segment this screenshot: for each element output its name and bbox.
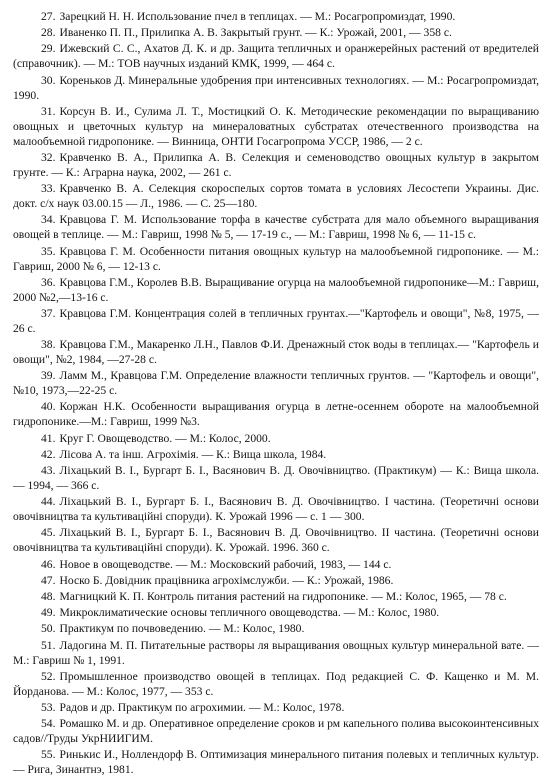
reference-item bbox=[13, 638, 539, 668]
reference-item bbox=[13, 447, 539, 462]
reference-list bbox=[13, 9, 539, 777]
reference-item bbox=[13, 73, 539, 103]
reference-item bbox=[13, 41, 539, 71]
reference-item bbox=[13, 399, 539, 429]
reference-item bbox=[13, 747, 539, 777]
reference-item bbox=[13, 589, 539, 604]
reference-item bbox=[13, 573, 539, 588]
reference-number: 54. bbox=[41, 717, 56, 731]
reference-text: Кравцова Г.М., Макаренко Л.Н., Павлов Ф.И. Дренажный сток воды в теплицах.— "Картофель и овощи", №2, 1984, —27-28 с. bbox=[13, 338, 539, 367]
reference-text: Практикум по почвоведению. — М.: Колос, 1980. bbox=[59, 622, 305, 636]
reference-item bbox=[13, 494, 539, 524]
reference-number: 55. bbox=[41, 748, 56, 762]
reference-text: Кравцова Г.М., Королев В.В. Выращивание огурца на малообъемной гидропонике—М.: Гавриш, 2000 №2,—13-16 с. bbox=[13, 275, 539, 304]
reference-text: Микроклиматические основы тепличного овощеводства. — М.: Колос, 1980. bbox=[59, 606, 440, 620]
reference-item bbox=[13, 306, 539, 336]
reference-number: 40. bbox=[41, 400, 56, 414]
reference-text: Ліхацький В. І., Бургарт Б. І., Васянович В. Д. Овочівництво. І частина. (Теоретичні основи овочівництва та культиваційні споруди). К. Урожай 1996 — с. 1 — 300. bbox=[13, 495, 539, 524]
reference-number: 36. bbox=[41, 275, 56, 289]
reference-item bbox=[13, 104, 539, 149]
reference-text: Кравцова Г.М. Концентрация солей в тепличных грунтах.—"Картофель и овощи", №8, 1975, —26 с. bbox=[13, 306, 539, 335]
reference-number: 32. bbox=[41, 150, 56, 164]
reference-number: 29. bbox=[41, 42, 56, 56]
reference-number: 51. bbox=[41, 638, 56, 652]
reference-item bbox=[13, 669, 539, 699]
reference-number: 30. bbox=[41, 73, 56, 87]
reference-text: Кравцова Г. М. Использование торфа в качестве субстрата для мало объемного выращивания овощей в теплице. — М.: Гавриш, 1998 № 5, — 17-19 с., — М.: Гавриш, 1998 № 6, — 11-15 с. bbox=[13, 213, 539, 242]
reference-text: Новое в овощеводстве. — М.: Московский рабочий, 1983, — 144 с. bbox=[59, 557, 392, 571]
reference-item bbox=[13, 700, 539, 715]
reference-text: Кравцова Г. М. Особенности питания овощных культур на малообъемной гидропонике. — М.: Гавриш, 2000 № 6, — 12-13 с. bbox=[13, 244, 539, 273]
reference-number: 49. bbox=[41, 606, 56, 620]
reference-number: 28. bbox=[41, 26, 56, 40]
reference-number: 47. bbox=[41, 573, 56, 587]
reference-item bbox=[13, 25, 539, 40]
reference-number: 35. bbox=[41, 244, 56, 258]
reference-number: 44. bbox=[41, 495, 56, 509]
reference-item bbox=[13, 716, 539, 746]
reference-number: 46. bbox=[41, 557, 56, 571]
reference-text: Коржан Н.К. Особенности выращивания огурца в летне-осеннем обороте на малообъемной гидропонике.—М.: Гавриш, 1999 №3. bbox=[13, 400, 539, 429]
reference-item bbox=[13, 212, 539, 242]
reference-number: 34. bbox=[41, 213, 56, 227]
reference-number: 31. bbox=[41, 104, 56, 118]
reference-text: Ринькис И., Ноллендорф В. Оптимизация минерального питания полевых и тепличных культур. — Рига, Зинантнэ, 1981. bbox=[13, 748, 539, 777]
reference-item bbox=[13, 525, 539, 555]
reference-item bbox=[13, 337, 539, 367]
reference-number: 37. bbox=[41, 306, 56, 320]
reference-number: 48. bbox=[41, 589, 56, 603]
reference-text: Ліхацький В. І., Бургарт Б. І., Васянович В. Д. Овочівництво. (Практикум) — К.: Вища школа. — 1994, — 366 с. bbox=[13, 464, 539, 492]
reference-item bbox=[13, 557, 539, 572]
reference-item bbox=[13, 9, 539, 24]
reference-text: Промышленное производство овощей в теплицах. Под редакцией С. Ф. Кащенко и М. М. Йорданова. — М.: Колос, 1977, — 353 с. bbox=[13, 669, 539, 698]
reference-item bbox=[13, 244, 539, 274]
reference-text: Носко Б. Довідник працівника агрохімслужби. — К.: Урожай, 1986. bbox=[59, 573, 394, 587]
reference-text: Радов и др. Практикум по агрохимии. — М.: Колос, 1978. bbox=[59, 700, 345, 714]
reference-text: Круг Г. Овощеводство. — М.: Колос, 2000. bbox=[59, 431, 271, 445]
reference-item bbox=[13, 275, 539, 305]
reference-item bbox=[13, 431, 539, 446]
reference-number: 39. bbox=[41, 369, 56, 383]
reference-text: Зарецкий Н. Н. Использование пчел в теплицах. — М.: Росагропромиздат, 1990. bbox=[59, 10, 456, 23]
reference-item bbox=[13, 150, 539, 180]
reference-text: Кореньков Д. Минеральные удобрения при интенсивных технологиях. — М.: Росагропромиздат, 1990. bbox=[13, 73, 539, 102]
reference-item bbox=[13, 368, 539, 398]
reference-number: 45. bbox=[41, 526, 56, 540]
reference-text: Ліхацький В. І., Бургарт Б. І., Васянович В. Д. Овочівництво. ІІ частина. (Теоретичні основи овочівництва та культиваційні споруди). К. Урожай. 1996. 360 с. bbox=[13, 526, 539, 555]
reference-text: Ладогина М. П. Питательные растворы ля выращивания овощных культур минеральной вате. — М.: Гавриш № 1, 1991. bbox=[13, 638, 539, 667]
reference-number: 27. bbox=[41, 10, 56, 23]
reference-text: Магницкий К. П. Контроль питания растений на гидропонике. — М.: Колос, 1965, — 78 с. bbox=[59, 589, 507, 603]
reference-text: Ижевский С. С., Ахатов Д. К. и др. Защита тепличных и оранжерейных растений от вредителей (справочник). — М.: ТОВ научных изданий КМК, 1999, — 464 с. bbox=[13, 42, 539, 71]
reference-item bbox=[13, 463, 539, 493]
reference-number: 50. bbox=[41, 622, 56, 636]
reference-number: 43. bbox=[41, 464, 56, 477]
reference-number: 52. bbox=[41, 669, 56, 683]
reference-number: 42. bbox=[41, 447, 56, 461]
reference-text: Корсун В. И., Сулима Л. Т., Мостицкий О. К. Методические рекомендации по выращиванию овощных и цветочных культур на минераловатных субстратах отечественного производства на малообъемной гидропонике. — Винница, ОНТИ Госагропрома УССР, 1986, — 2 с. bbox=[13, 104, 539, 148]
reference-text: Кравченко В. А., Прилипка А. В. Селекция и семеноводство овощных культур в закрытом грунте. — К.: Аграрна наука, 2002, — 261 с. bbox=[13, 150, 539, 179]
reference-text: Ромашко М. и др. Оперативное определение сроков и рм капельного полива высокоинтенсивных садов//Труды УкрНИИГИМ. bbox=[13, 717, 539, 746]
reference-text: Ламм М., Кравцова Г.М. Определение влажности тепличных грунтов. — "Картофель и овощи", №10, 1973,—22-25 с. bbox=[13, 369, 539, 398]
reference-text: Иваненко П. П., Прилипка А. В. Закрытый грунт. — К.: Урожай, 2001, — 358 с. bbox=[59, 26, 452, 40]
reference-number: 38. bbox=[41, 338, 56, 352]
reference-item bbox=[13, 181, 539, 211]
reference-text: Кравченко В. А. Селекция скороспелых сортов томата в условиях Лесостепи Украины. Дис. докт. с/х наук 03.00.15 — Л., 1986. — С. 25—180. bbox=[13, 182, 539, 211]
reference-text: Лісова А. та інш. Агрохімія. — К.: Вища школа, 1984. bbox=[59, 447, 327, 461]
reference-number: 53. bbox=[41, 700, 56, 714]
reference-number: 41. bbox=[41, 431, 56, 445]
reference-item bbox=[13, 605, 539, 620]
reference-number: 33. bbox=[41, 182, 56, 196]
reference-item bbox=[13, 621, 539, 636]
